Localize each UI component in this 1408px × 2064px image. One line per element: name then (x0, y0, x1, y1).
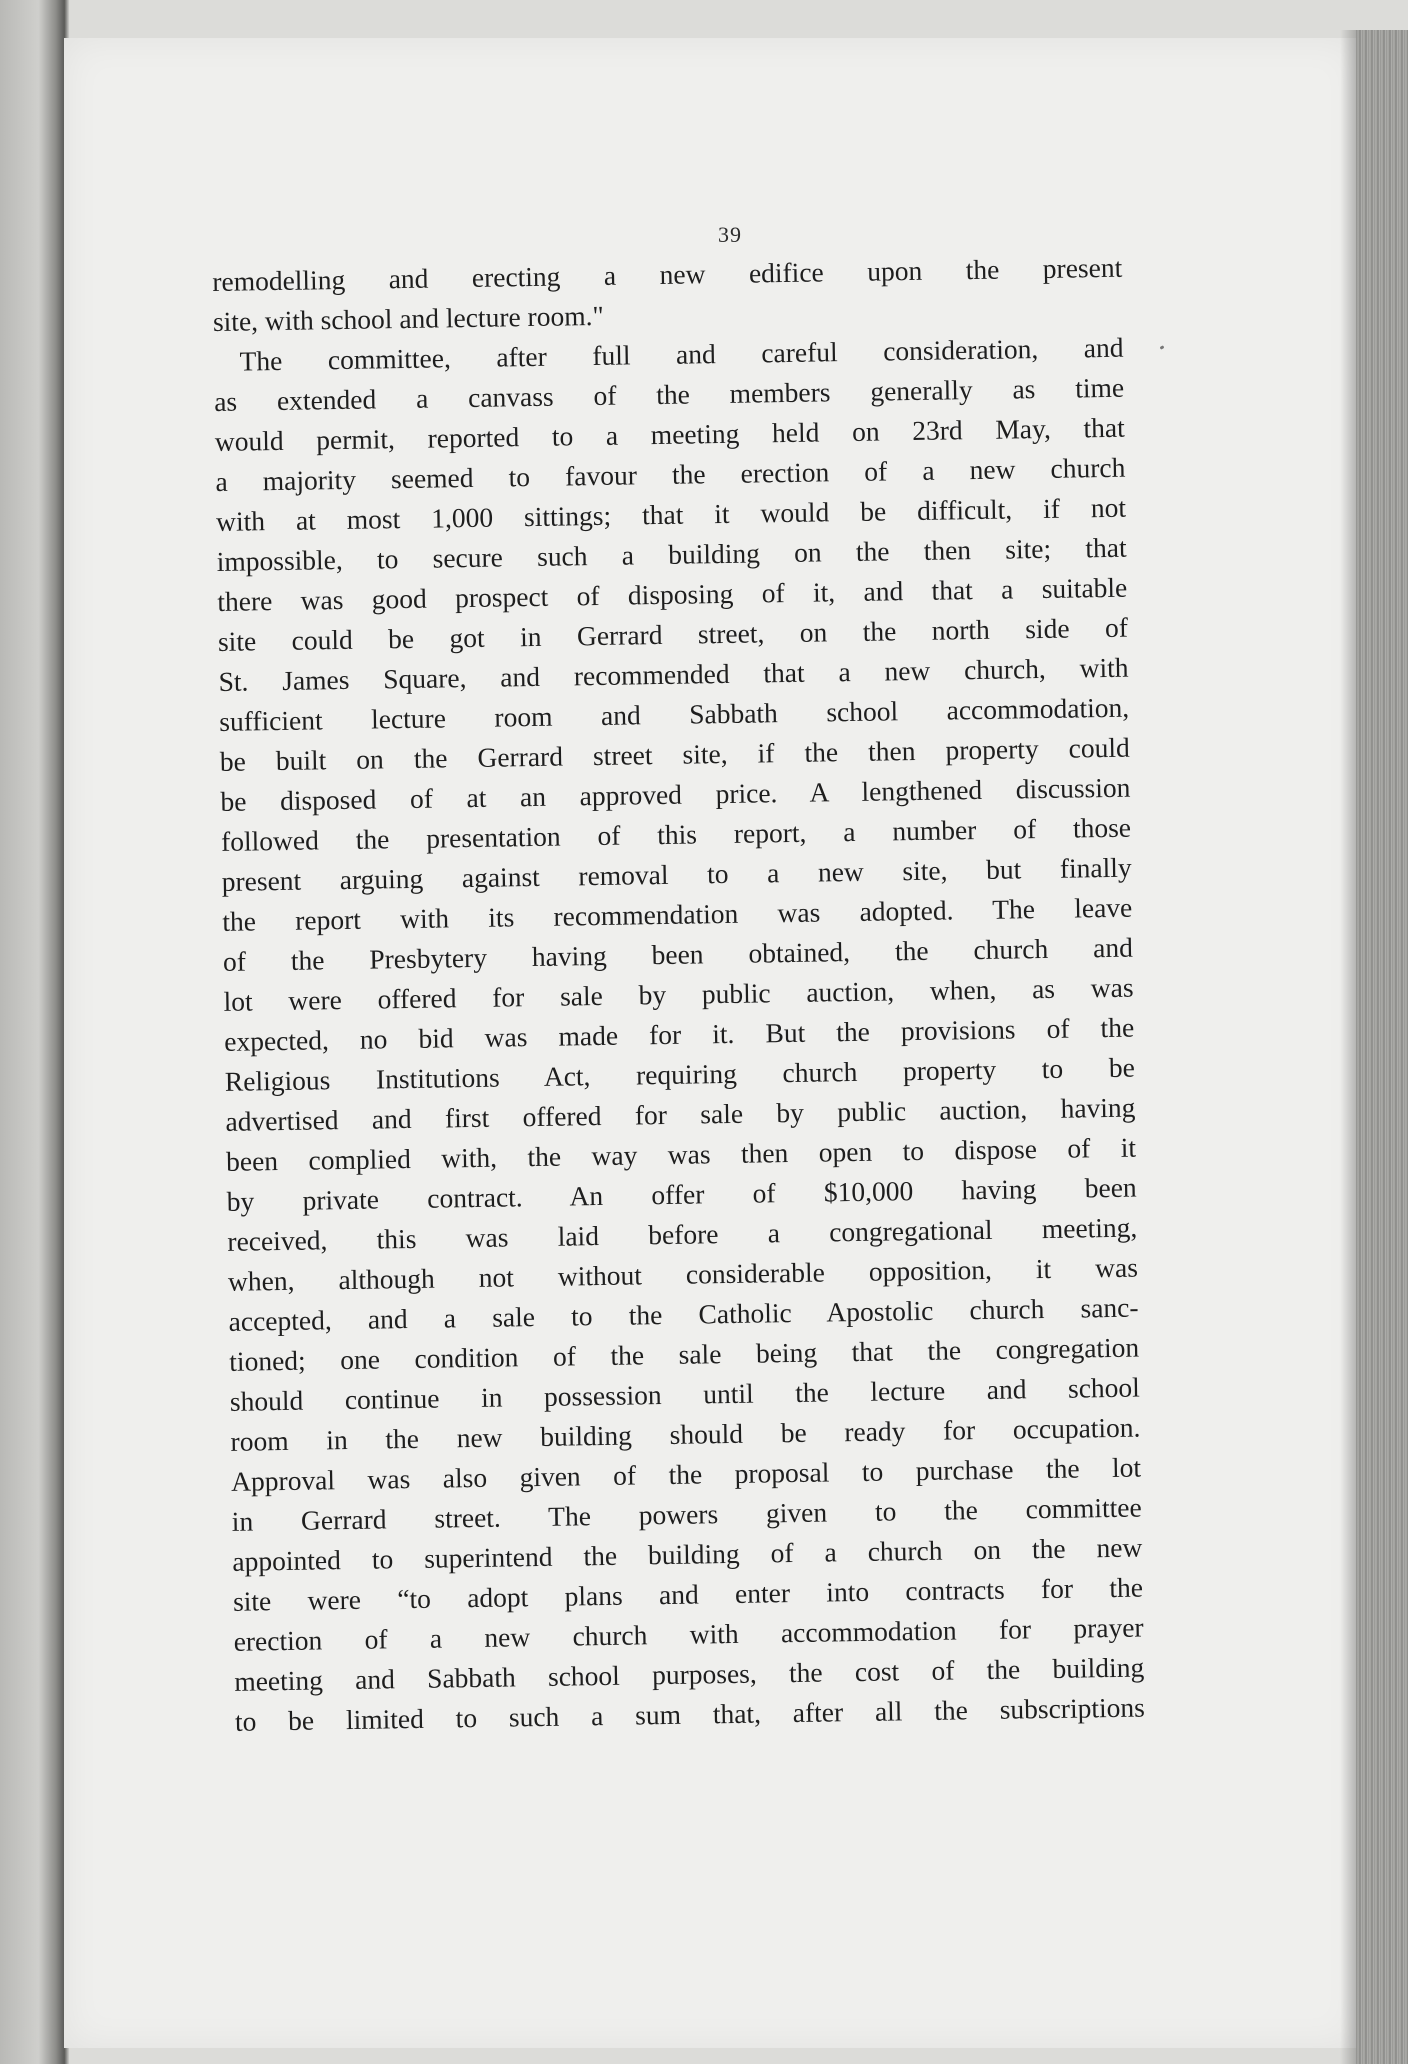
text-line: present arguing against removal to a new site, but finally (221, 851, 1132, 897)
text-line: accepted, and a sale to the Catholic Apostolic church sanc- (228, 1291, 1139, 1337)
book-binding-edge (0, 0, 70, 2064)
text-line: be built on the Gerrard street site, if the then property could (219, 731, 1130, 777)
text-line: received, this was laid before a congregational meeting, (227, 1211, 1138, 1257)
text-line: site could be got in Gerrard street, on the north side of (217, 611, 1129, 657)
text-line: The committee, after full and careful consideration, and (239, 331, 1124, 377)
text-line: site, with school and lecture room." (212, 299, 604, 337)
text-line: appointed to superintend the building of a church on the new (232, 1531, 1143, 1577)
text-line: tioned; one condition of the sale being that the congregation (229, 1331, 1140, 1377)
text-line: erection of a new church with accommodation for prayer (233, 1611, 1144, 1657)
text-line: meeting and Sabbath school purposes, the cost of the building (234, 1651, 1145, 1697)
text-line: Religious Institutions Act, requiring church property to be (224, 1051, 1136, 1097)
text-line: to be limited to such a sum that, after all the subscriptions (234, 1691, 1146, 1737)
text-line: be disposed of at an approved price. A lengthened discussion (220, 771, 1131, 817)
text-line: as extended a canvass of the members generally as time (213, 371, 1125, 417)
text-line: of the Presbytery having been obtained, the church and (222, 931, 1134, 977)
text-line: in Gerrard street. The powers given to the committee (231, 1491, 1142, 1537)
text-line: been complied with, the way was then open to dispose of it (225, 1131, 1137, 1177)
text-line: the report with its recommendation was adopted. The leave (222, 891, 1133, 937)
page-stack-edge (1356, 30, 1408, 2064)
text-line: with at most 1,000 sittings; that it would be difficult, if not (215, 491, 1127, 537)
text-line: expected, no bid was made for it. But the provisions of the (224, 1011, 1135, 1057)
text-line: advertised and first offered for sale by public auction, having (225, 1091, 1136, 1137)
text-line: site were “to adopt plans and enter into contracts for the (232, 1571, 1144, 1617)
text-line: there was good prospect of disposing of it, and that a suitable (217, 571, 1128, 617)
text-line: sufficient lecture room and Sabbath school accommodation, (218, 691, 1130, 737)
text-line: when, although not without considerable opposition, it was (227, 1251, 1139, 1297)
text-line: should continue in possession until the lecture and school (229, 1371, 1141, 1417)
text-line: would permit, reported to a meeting held on 23rd May, that (214, 411, 1125, 457)
text-line: Approval was also given of the proposal to purchase the lot (230, 1451, 1142, 1497)
body-text (212, 248, 1145, 1742)
text-line: impossible, to secure such a building on the then site; that (216, 531, 1127, 577)
text-line: St. James Square, and recommended that a new church, with (218, 651, 1129, 697)
text-line: followed the presentation of this report, a number of those (220, 811, 1132, 857)
text-line: lot were offered for sale by public auction, when, as was (223, 971, 1134, 1017)
page-number: 39 (718, 222, 742, 247)
text-line: room in the new building should be ready for occupation. (230, 1411, 1141, 1457)
text-line: a majority seemed to favour the erection of a new church (215, 451, 1126, 497)
text-line: by private contract. An offer of $10,000 having been (226, 1171, 1137, 1217)
text-line: remodelling and erecting a new edifice upon the present (212, 251, 1123, 297)
